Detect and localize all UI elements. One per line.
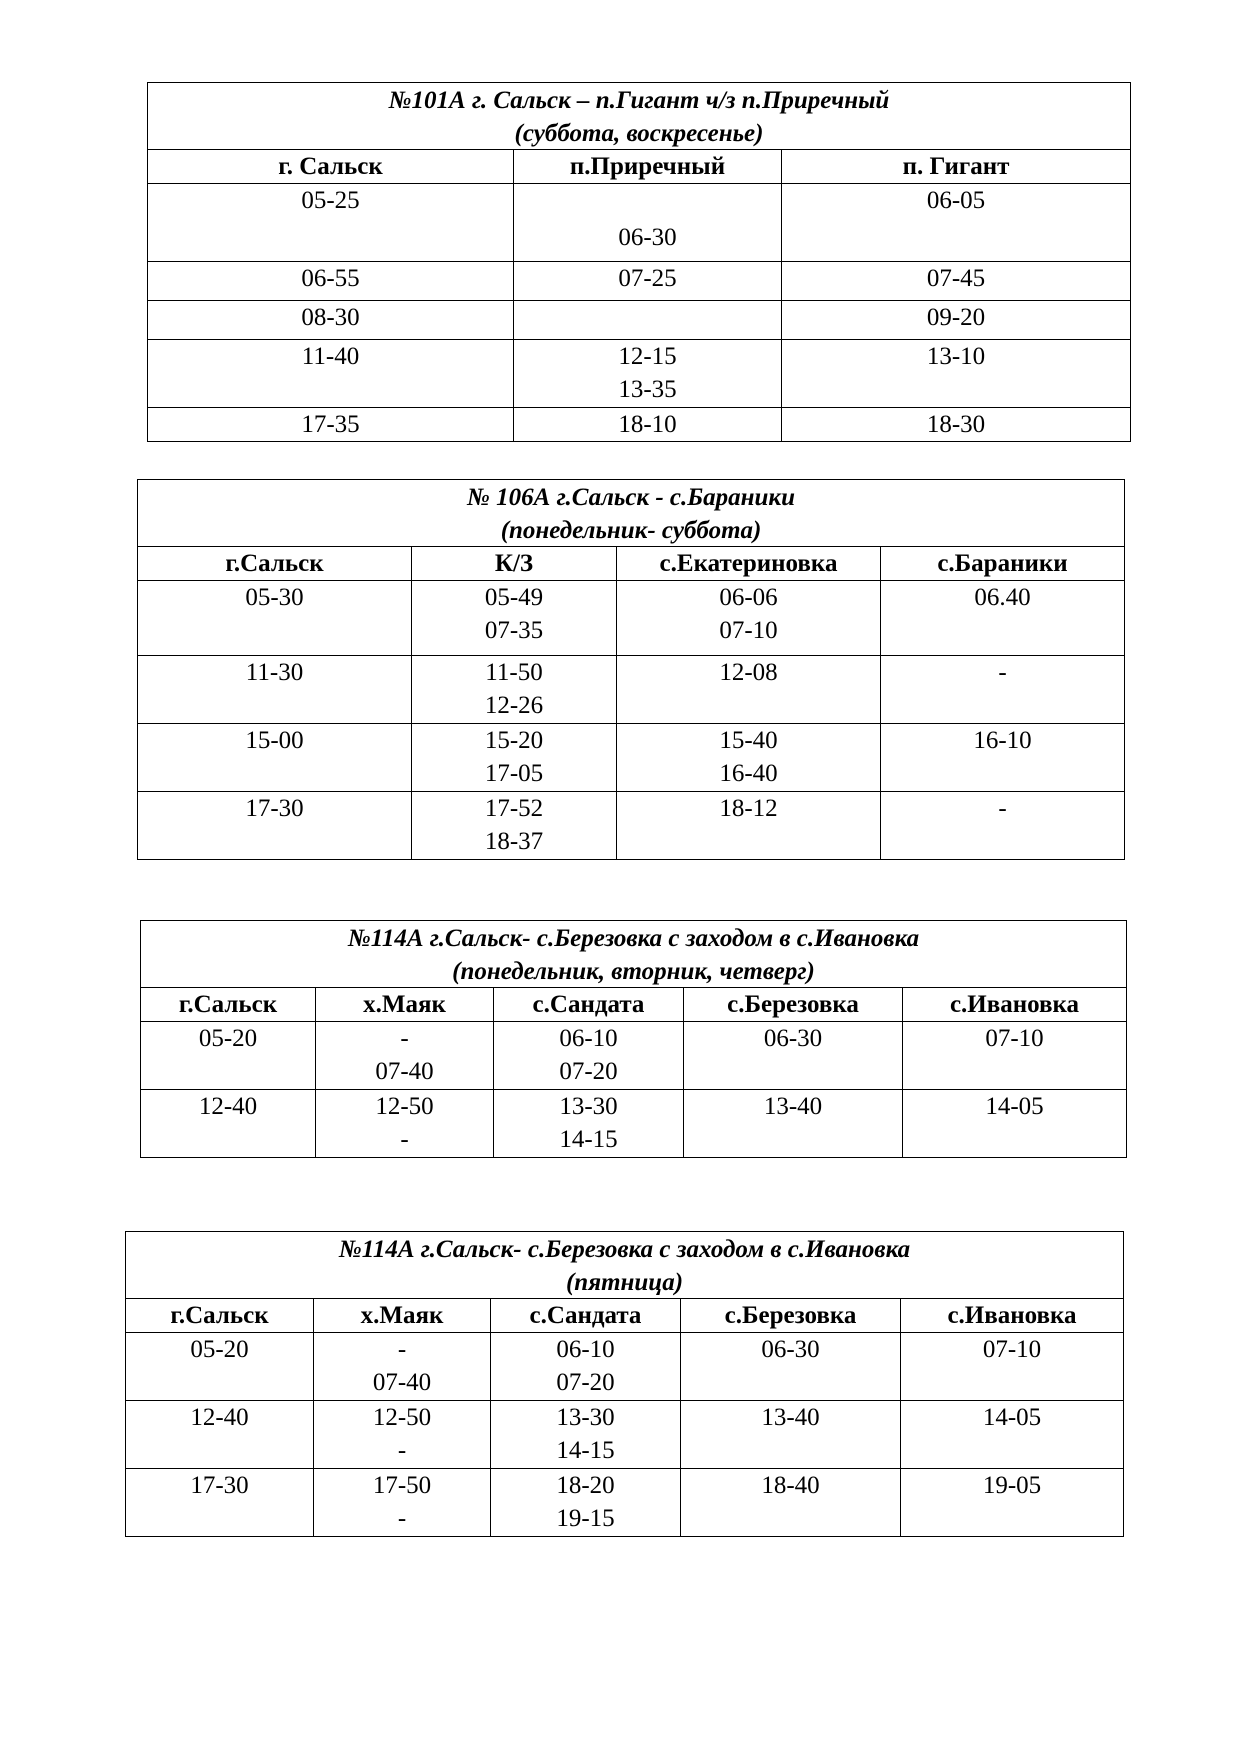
- column-header: с.Ивановка: [901, 1299, 1124, 1333]
- time-cell: 09-20: [782, 301, 1131, 340]
- time-cell: 14-05: [901, 1401, 1124, 1469]
- time-cell: 18-20 19-15: [491, 1469, 681, 1537]
- table-row: [126, 1469, 1124, 1537]
- time-cell: 14-05: [903, 1090, 1127, 1158]
- time-cell: 12-40: [126, 1401, 314, 1469]
- column-header: п. Гигант: [782, 150, 1131, 184]
- time-cell: 15-00: [138, 724, 412, 792]
- column-header: п.Приречный: [514, 150, 782, 184]
- route-days: (пятница): [565, 1269, 684, 1296]
- table-row: [148, 262, 1131, 301]
- time-cell: 07-10: [903, 1022, 1127, 1090]
- time-cell: 06.40: [881, 581, 1125, 656]
- table-row: [126, 1401, 1124, 1469]
- time-cell: 12-15 13-35: [514, 340, 782, 408]
- route-days: (понедельник, вторник, четверг): [452, 958, 815, 985]
- time-cell: 18-30: [782, 408, 1131, 442]
- title-row: [141, 921, 1127, 988]
- time-cell: 06-10 07-20: [491, 1333, 681, 1401]
- column-header: с.Сандата: [491, 1299, 681, 1333]
- header-row: [141, 988, 1127, 1022]
- time-cell: 17-30: [126, 1469, 314, 1537]
- time-cell: 13-30 14-15: [494, 1090, 684, 1158]
- time-cell: 11-40: [148, 340, 514, 408]
- time-cell: 18-10: [514, 408, 782, 442]
- column-header: с.Березовка: [684, 988, 903, 1022]
- schedule-table-101a: [147, 82, 1131, 442]
- time-cell: 18-12: [617, 792, 881, 860]
- time-cell: 07-45: [782, 262, 1131, 301]
- column-header: с.Березовка: [681, 1299, 901, 1333]
- header-row: [138, 547, 1125, 581]
- table-row: [148, 184, 1131, 262]
- time-cell: [514, 301, 782, 340]
- time-cell: 05-20: [126, 1333, 314, 1401]
- route-title: [148, 83, 1131, 150]
- route-days: (суббота, воскресенье): [514, 120, 764, 147]
- table-row: [138, 792, 1125, 860]
- header-row: [126, 1299, 1124, 1333]
- time-cell: 06-05: [782, 184, 1131, 262]
- time-cell: 07-25: [514, 262, 782, 301]
- table-row: [148, 301, 1131, 340]
- table-row: [141, 1022, 1127, 1090]
- time-cell: 17-50 -: [314, 1469, 491, 1537]
- column-header: х.Маяк: [314, 1299, 491, 1333]
- time-cell: 11-30: [138, 656, 412, 724]
- time-cell: -: [881, 656, 1125, 724]
- route-name: № 106А г.Сальск - с.Бараники: [467, 484, 796, 511]
- column-header: х.Маяк: [316, 988, 494, 1022]
- time-cell: 12-50 -: [314, 1401, 491, 1469]
- column-header: с.Сандата: [494, 988, 684, 1022]
- route-title: [138, 480, 1125, 547]
- column-header: г.Сальск: [138, 547, 412, 581]
- time-cell: 05-30: [138, 581, 412, 656]
- time-cell: 13-40: [684, 1090, 903, 1158]
- route-name: №114А г.Сальск- с.Березовка с заходом в с.Ивановка: [338, 1236, 911, 1263]
- time-cell: 05-49 07-35: [412, 581, 617, 656]
- time-cell: 17-52 18-37: [412, 792, 617, 860]
- time-cell: 06-06 07-10: [617, 581, 881, 656]
- column-header: г.Сальск: [141, 988, 316, 1022]
- table-row: [126, 1333, 1124, 1401]
- time-cell: 12-40: [141, 1090, 316, 1158]
- route-title: [141, 921, 1127, 988]
- time-cell: 06-30: [684, 1022, 903, 1090]
- schedule-table-114a-friday: [125, 1231, 1124, 1537]
- time-cell: 08-30: [148, 301, 514, 340]
- time-cell: 17-35: [148, 408, 514, 442]
- time-cell: 06-10 07-20: [494, 1022, 684, 1090]
- table-row: [148, 340, 1131, 408]
- time-cell: -: [881, 792, 1125, 860]
- column-header: г.Сальск: [126, 1299, 314, 1333]
- schedule-table-106a: [137, 479, 1125, 860]
- time-cell: 11-50 12-26: [412, 656, 617, 724]
- time-cell: 16-10: [881, 724, 1125, 792]
- column-header: К/З: [412, 547, 617, 581]
- time-cell: 06-55: [148, 262, 514, 301]
- column-header: с.Ивановка: [903, 988, 1127, 1022]
- time-cell: 06-30: [681, 1333, 901, 1401]
- time-cell: 15-40 16-40: [617, 724, 881, 792]
- title-row: [148, 83, 1131, 150]
- time-cell: 12-50 -: [316, 1090, 494, 1158]
- route-days: (понедельник- суббота): [500, 517, 762, 544]
- title-row: [126, 1232, 1124, 1299]
- time-cell: 05-20: [141, 1022, 316, 1090]
- title-row: [138, 480, 1125, 547]
- time-cell: 15-20 17-05: [412, 724, 617, 792]
- table-row: [148, 408, 1131, 442]
- time-cell: 06-30: [514, 184, 782, 262]
- route-title: [126, 1232, 1124, 1299]
- time-cell: - 07-40: [314, 1333, 491, 1401]
- table-row: [138, 656, 1125, 724]
- route-name: №101А г. Сальск – п.Гигант ч/з п.Приречный: [388, 87, 890, 114]
- time-cell: 13-10: [782, 340, 1131, 408]
- route-name: №114А г.Сальск- с.Березовка с заходом в с.Ивановка: [347, 925, 920, 952]
- table-row: [138, 581, 1125, 656]
- time-cell: 17-30: [138, 792, 412, 860]
- table-row: [138, 724, 1125, 792]
- time-cell: 18-40: [681, 1469, 901, 1537]
- time-cell: 07-10: [901, 1333, 1124, 1401]
- time-cell: - 07-40: [316, 1022, 494, 1090]
- time-cell: 05-25: [148, 184, 514, 262]
- time-cell: 13-30 14-15: [491, 1401, 681, 1469]
- header-row: [148, 150, 1131, 184]
- column-header: с.Бараники: [881, 547, 1125, 581]
- column-header: с.Екатериновка: [617, 547, 881, 581]
- column-header: г. Сальск: [148, 150, 514, 184]
- schedule-table-114a-weekdays: [140, 920, 1127, 1158]
- table-row: [141, 1090, 1127, 1158]
- time-cell: 12-08: [617, 656, 881, 724]
- time-cell: 13-40: [681, 1401, 901, 1469]
- time-cell: 19-05: [901, 1469, 1124, 1537]
